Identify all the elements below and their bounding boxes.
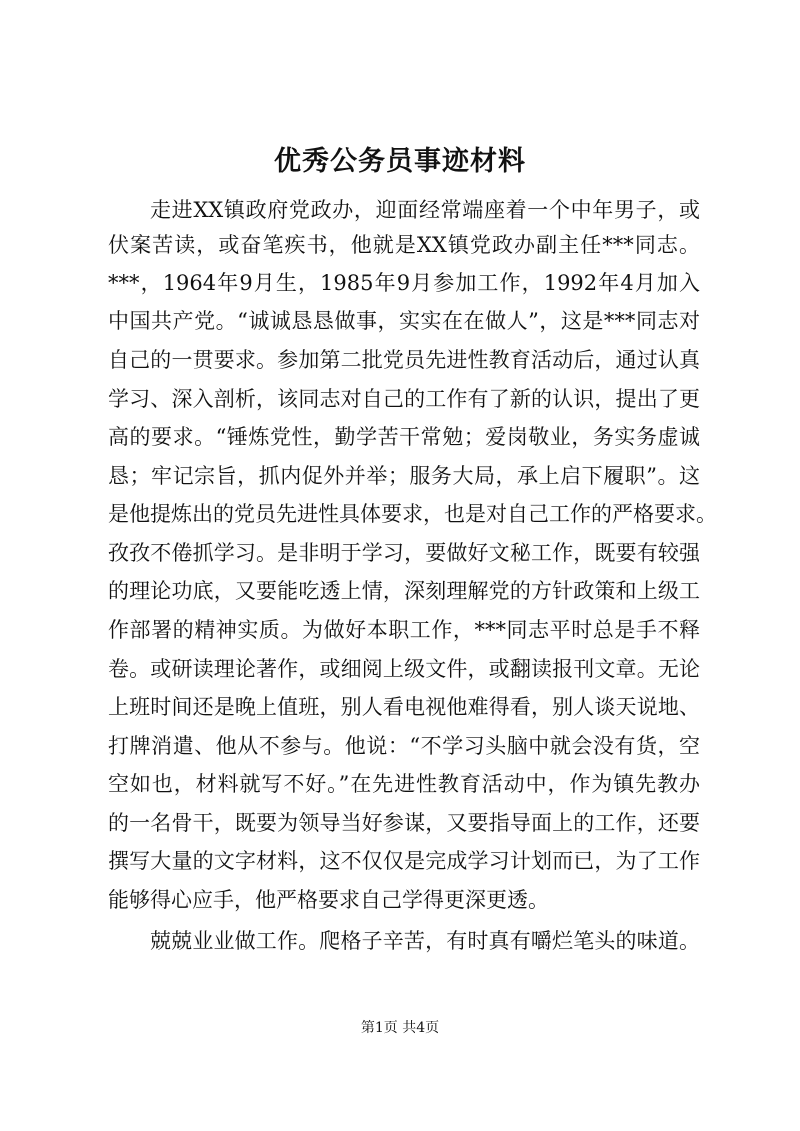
page-footer: 第1页 共4页 [360,1020,440,1036]
body-line: 打牌消遣、他从不参与。他说：“不学习头脑中就会没有货，空 [108,734,700,758]
body-line: 走进XX镇政府党政办，迎面经常端座着一个中年男子，或 [150,198,700,222]
body-line: 空如也，材料就写不好。”在先进性教育活动中，作为镇先教办 [108,772,700,796]
body-line: 是他提炼出的党员先进性具体要求，也是对自己工作的严格要求。 [108,502,717,526]
body-line: 中国共产党。“诚诚恳恳做事，实实在在做人”，这是***同志对 [108,309,700,333]
body-line: 撰写大量的文字材料，这不仅仅是完成学习计划而已，为了工作 [108,849,700,873]
body-line: 卷。或研读理论著作，或细阅上级文件，或翻读报刊文章。无论 [108,657,700,681]
body-line: 恳；牢记宗旨，抓内促外并举；服务大局，承上启下履职”。这 [108,464,700,488]
document-title: 优秀公务员事迹材料 [274,146,526,177]
body-line: 上班时间还是晚上值班，别人看电视他难得看，别人谈天说地、 [108,695,700,719]
body-line: 学习、深入剖析，该同志对自己的工作有了新的认识，提出了更 [108,387,700,411]
body-line: 的一名骨干，既要为领导当好参谋，又要指导面上的工作，还要 [108,811,700,835]
body-line: 孜孜不倦抓学习。是非明于学习，要做好文秘工作，既要有较强 [108,541,700,565]
body-line: 自己的一贯要求。参加第二批党员先进性教育活动后，通过认真 [108,348,700,372]
body-line: 作部署的精神实质。为做好本职工作，***同志平时总是手不释 [108,618,700,642]
body-line: ***，1964年9月生，1985年9月参加工作，1992年4月加入 [108,271,700,295]
body-line: 伏案苦读，或奋笔疾书，他就是XX镇党政办副主任***同志。 [108,233,700,257]
body-line: 能够得心应手，他严格要求自己学得更深更透。 [108,888,549,912]
body-line: 兢兢业业做工作。爬格子辛苦，有时真有嚼烂笔头的味道。 [150,929,700,953]
body-line: 的理论功底，又要能吃透上情，深刻理解党的方针政策和上级工 [108,579,700,603]
body-line: 高的要求。“锤炼党性，勤学苦干常勉；爱岗敬业，务实务虚诚 [108,425,700,449]
